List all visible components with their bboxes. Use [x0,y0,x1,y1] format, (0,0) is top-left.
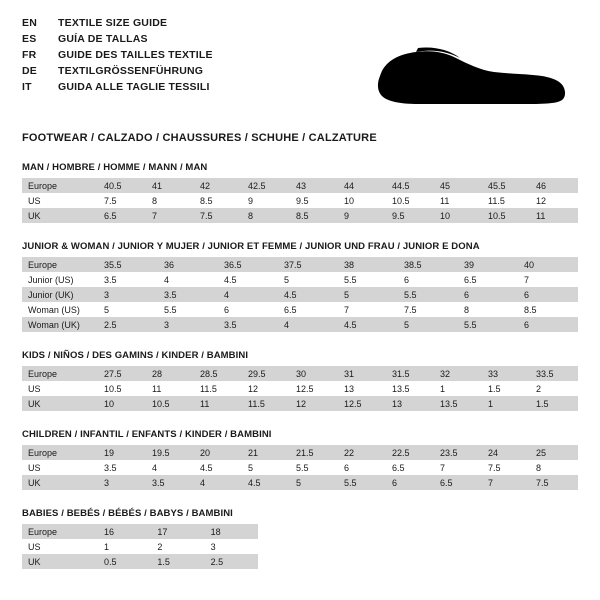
cell: 3 [98,287,158,302]
cell: 5 [98,302,158,317]
language-title: GUÍA DE TALLAS [58,33,148,45]
cell: 8.5 [518,302,578,317]
table-row [22,445,578,460]
cell: 7 [482,475,530,490]
language-code: FR [22,49,37,61]
cell: 3 [98,475,146,490]
section-man [22,162,578,223]
cell: 4 [146,460,194,475]
cell: 12 [530,193,578,208]
section-title: BABIES / BEBÉS / BÉBÉS / BABYS / BAMBINI [22,508,233,519]
size-table-children [22,445,578,490]
row-label: Junior (US) [22,272,98,287]
section-babies [22,508,578,569]
cell: 4.5 [218,272,278,287]
cell: 6.5 [98,208,146,223]
cell-empty [525,524,578,539]
cell: 11 [194,396,242,411]
cell-empty [471,554,524,569]
cell: 17 [151,524,204,539]
section-title: MAN / HOMBRE / HOMME / MANN / MAN [22,162,208,173]
cell: 9.5 [290,193,338,208]
language-code: EN [22,17,37,29]
cell: 4 [194,475,242,490]
cell: 6 [386,475,434,490]
row-label: Europe [22,178,98,193]
row-label: Woman (UK) [22,317,98,332]
cell: 31 [338,366,386,381]
cell: 45.5 [482,178,530,193]
cell: 11.5 [482,193,530,208]
cell-empty [525,554,578,569]
cell-empty [418,539,471,554]
cell: 0.5 [98,554,151,569]
cell-empty [418,554,471,569]
cell: 13.5 [386,381,434,396]
cell: 2 [151,539,204,554]
cell-empty [418,524,471,539]
cell: 27.5 [98,366,146,381]
language-code: IT [22,81,32,93]
cell: 29.5 [242,366,290,381]
cell: 18 [205,524,258,539]
cell: 33 [482,366,530,381]
section-kids [22,350,578,411]
cell: 8 [458,302,518,317]
cell: 4 [278,317,338,332]
cell: 8.5 [290,208,338,223]
cell: 7.5 [530,475,578,490]
cell: 3.5 [98,272,158,287]
cell: 7 [434,460,482,475]
cell: 10 [98,396,146,411]
cell-empty [258,554,311,569]
cell: 6.5 [458,272,518,287]
page-title: FOOTWEAR / CALZADO / CHAUSSURES / SCHUHE / CALZATURE [22,132,377,144]
table-row [22,381,578,396]
cell: 11.5 [242,396,290,411]
cell: 6 [398,272,458,287]
cell: 12 [290,396,338,411]
table-row [22,287,578,302]
cell: 1 [98,539,151,554]
cell-empty [365,554,418,569]
cell: 42 [194,178,242,193]
cell: 32 [434,366,482,381]
cell: 6.5 [386,460,434,475]
row-label: Junior (UK) [22,287,98,302]
cell: 12 [242,381,290,396]
cell: 6 [518,317,578,332]
cell-empty [471,539,524,554]
cell: 5 [338,287,398,302]
size-table-man [22,178,578,223]
cell: 4 [218,287,278,302]
cell: 5.5 [338,475,386,490]
table-row [22,272,578,287]
cell: 4.5 [242,475,290,490]
cell: 39 [458,257,518,272]
row-label: Europe [22,524,98,539]
row-label: US [22,381,98,396]
cell: 45 [434,178,482,193]
cell: 46 [530,178,578,193]
cell: 4.5 [278,287,338,302]
cell: 21 [242,445,290,460]
cell: 8 [530,460,578,475]
cell: 10.5 [98,381,146,396]
language-title: GUIDE DES TAILLES TEXTILE [58,49,213,61]
cell: 37.5 [278,257,338,272]
cell: 2.5 [205,554,258,569]
cell: 42.5 [242,178,290,193]
table-row [22,475,578,490]
cell: 5 [290,475,338,490]
cell: 9.5 [386,208,434,223]
cell: 5 [278,272,338,287]
cell: 8 [242,208,290,223]
page-header [22,16,578,116]
language-code: ES [22,33,37,45]
cell: 4.5 [194,460,242,475]
table-row [22,539,578,554]
cell: 16 [98,524,151,539]
cell: 3.5 [218,317,278,332]
table-row [22,554,578,569]
cell: 38 [338,257,398,272]
section-children [22,429,578,490]
dress-shoe-icon [372,30,572,116]
language-code: DE [22,65,37,77]
cell: 7.5 [398,302,458,317]
cell-empty [311,539,364,554]
cell: 28 [146,366,194,381]
row-label: UK [22,554,98,569]
language-title: GUIDA ALLE TAGLIE TESSILI [58,81,210,93]
cell: 6 [518,287,578,302]
cell: 2 [530,381,578,396]
cell-empty [311,524,364,539]
language-row [22,64,213,78]
cell: 40 [518,257,578,272]
cell: 5.5 [290,460,338,475]
language-title: TEXTILE SIZE GUIDE [58,17,168,29]
cell: 3 [158,317,218,332]
cell: 22.5 [386,445,434,460]
cell-empty [258,524,311,539]
row-label: UK [22,475,98,490]
table-row [22,460,578,475]
cell: 10.5 [146,396,194,411]
cell: 5 [398,317,458,332]
cell: 35.5 [98,257,158,272]
cell: 6 [458,287,518,302]
cell: 36.5 [218,257,278,272]
cell-empty [525,539,578,554]
cell: 6 [218,302,278,317]
row-label: Europe [22,366,98,381]
cell-empty [365,539,418,554]
section-title: JUNIOR & WOMAN / JUNIOR Y MUJER / JUNIOR ET FEMME / JUNIOR UND FRAU / JUNIOR E DONA [22,241,480,252]
cell: 7.5 [194,208,242,223]
cell: 11 [434,193,482,208]
cell: 31.5 [386,366,434,381]
cell: 44.5 [386,178,434,193]
cell: 36 [158,257,218,272]
cell: 44 [338,178,386,193]
cell: 7 [146,208,194,223]
language-row [22,16,213,30]
table-row [22,302,578,317]
cell: 5.5 [458,317,518,332]
row-label: US [22,460,98,475]
cell: 22 [338,445,386,460]
table-row [22,178,578,193]
cell: 10 [338,193,386,208]
cell: 43 [290,178,338,193]
cell: 21.5 [290,445,338,460]
cell-empty [311,554,364,569]
row-label: Woman (US) [22,302,98,317]
cell: 3.5 [158,287,218,302]
table-row [22,366,578,381]
cell: 2.5 [98,317,158,332]
language-title: TEXTILGRÖSSENFÜHRUNG [58,65,204,77]
row-label: Europe [22,257,98,272]
cell: 40.5 [98,178,146,193]
row-label: UK [22,396,98,411]
table-row [22,208,578,223]
cell: 3.5 [98,460,146,475]
cell: 4 [158,272,218,287]
table-row [22,193,578,208]
cell: 28.5 [194,366,242,381]
cell: 5.5 [158,302,218,317]
table-row [22,257,578,272]
cell: 11 [530,208,578,223]
cell: 10.5 [386,193,434,208]
cell-empty [471,524,524,539]
cell: 19.5 [146,445,194,460]
cell: 6.5 [434,475,482,490]
size-table-junior-woman [22,257,578,332]
cell: 4.5 [338,317,398,332]
cell: 41 [146,178,194,193]
cell: 1.5 [482,381,530,396]
size-table-babies [22,524,578,569]
cell: 7.5 [98,193,146,208]
cell: 1 [482,396,530,411]
row-label: Europe [22,445,98,460]
cell: 10.5 [482,208,530,223]
language-row [22,80,213,94]
section-title: KIDS / NIÑOS / DES GAMINS / KINDER / BAMBINI [22,350,249,361]
cell: 7 [518,272,578,287]
cell: 1.5 [151,554,204,569]
cell: 12.5 [338,396,386,411]
cell: 38.5 [398,257,458,272]
cell: 8 [146,193,194,208]
cell: 3 [205,539,258,554]
cell: 9 [242,193,290,208]
cell: 7.5 [482,460,530,475]
cell: 7 [338,302,398,317]
cell: 23.5 [434,445,482,460]
cell: 6.5 [278,302,338,317]
cell: 20 [194,445,242,460]
cell: 10 [434,208,482,223]
cell: 8.5 [194,193,242,208]
row-label: US [22,539,98,554]
cell: 5 [242,460,290,475]
cell: 12.5 [290,381,338,396]
row-label: UK [22,208,98,223]
row-label: US [22,193,98,208]
section-junior-woman [22,241,578,332]
cell: 5.5 [398,287,458,302]
cell: 25 [530,445,578,460]
cell-empty [258,539,311,554]
cell: 11 [146,381,194,396]
cell: 13 [386,396,434,411]
cell: 3.5 [146,475,194,490]
cell: 13 [338,381,386,396]
size-table-kids [22,366,578,411]
language-row [22,32,213,46]
cell: 11.5 [194,381,242,396]
cell: 1.5 [530,396,578,411]
cell: 24 [482,445,530,460]
section-title: CHILDREN / INFANTIL / ENFANTS / KINDER / BAMBINI [22,429,272,440]
table-row [22,524,578,539]
cell: 5.5 [338,272,398,287]
cell: 33.5 [530,366,578,381]
table-row [22,396,578,411]
cell: 9 [338,208,386,223]
cell: 1 [434,381,482,396]
language-row [22,48,213,62]
cell: 30 [290,366,338,381]
table-row [22,317,578,332]
cell: 13.5 [434,396,482,411]
cell: 6 [338,460,386,475]
language-title-list [22,16,213,94]
cell: 19 [98,445,146,460]
cell-empty [365,524,418,539]
